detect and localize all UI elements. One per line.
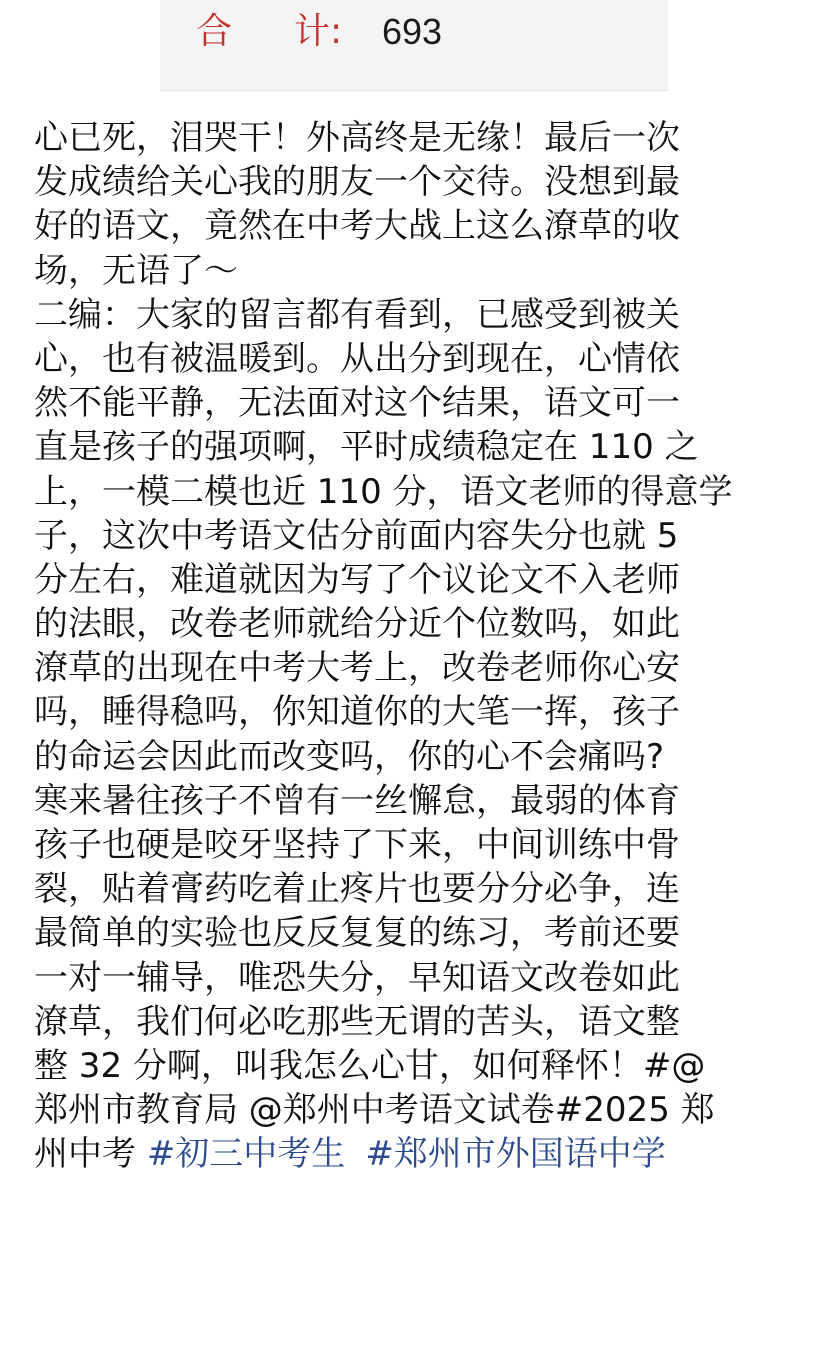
- post-line: 最简单的实验也反反复复的练习，考前还要: [34, 913, 680, 954]
- post-body: [34, 116, 794, 1177]
- hashtag-link[interactable]: #初三中考生: [146, 1134, 346, 1175]
- post-line: 孩子也硬是咬牙坚持了下来，中间训练中骨: [34, 825, 680, 865]
- post-line: 然不能平静，无法面对这个结果，语文可一: [34, 383, 680, 424]
- post-line: 发成绩给关心我的朋友一个交待。没想到最: [34, 162, 680, 203]
- post-line: 整 32 分啊，叫我怎么心甘，如何释怀！#@: [34, 1045, 706, 1086]
- post-line: 寒来暑往孩子不曾有一丝懈怠，最弱的体育: [34, 780, 680, 821]
- post-line: 的命运会因此而改变吗，你的心不会痛吗?: [34, 736, 665, 777]
- post-line: 潦草，我们何必吃那些无谓的苦头，语文整: [34, 1001, 680, 1042]
- post-line: 上，一模二模也近 110 分，语文老师的得意学: [34, 471, 733, 512]
- post-line: 心，也有被温暖到。从出分到现在，心情依: [34, 338, 680, 379]
- post-line: 的法眼，改卷老师就给分近个位数吗，如此: [34, 604, 680, 645]
- post-line: 心已死，泪哭干！外高终是无缘！最后一次: [34, 118, 680, 158]
- total-score-value: 693: [382, 11, 443, 52]
- post-line: 场，无语了～: [34, 250, 238, 291]
- hashtag-link[interactable]: #郑州市外国语中学: [365, 1134, 666, 1175]
- post-last-line-text: 州中考: [34, 1134, 136, 1175]
- post-line: 郑州市教育局 @郑州中考语文试卷#2025 郑: [34, 1090, 715, 1131]
- post-line: 吗，睡得稳吗，你知道你的大笔一挥，孩子: [34, 692, 680, 733]
- score-total-card: [160, 0, 668, 91]
- post-line: 潦草的出现在中考大考上，改卷老师你心安: [34, 648, 680, 689]
- post-line: 二编：大家的留言都有看到，已感受到被关: [34, 294, 680, 335]
- post-last-line: [34, 1132, 794, 1176]
- post-line: 分左右，难道就因为写了个议论文不入老师: [34, 559, 680, 600]
- total-label-char-1: 合: [196, 11, 233, 52]
- total-label: [196, 10, 342, 54]
- post-line: 子，这次中考语文估分前面内容失分也就 5: [34, 515, 679, 556]
- post-line: 一对一辅导，唯恐失分，早知语文改卷如此: [34, 957, 680, 998]
- total-label-char-2: 计: [294, 11, 331, 52]
- post-line: 裂，贴着膏药吃着止疼片也要分分必争，连: [34, 869, 680, 910]
- total-label-colon: :: [330, 11, 343, 52]
- post-line: 好的语文，竟然在中考大战上这么潦草的收: [34, 206, 680, 247]
- post-line: 直是孩子的强项啊，平时成绩稳定在 110 之: [34, 427, 699, 468]
